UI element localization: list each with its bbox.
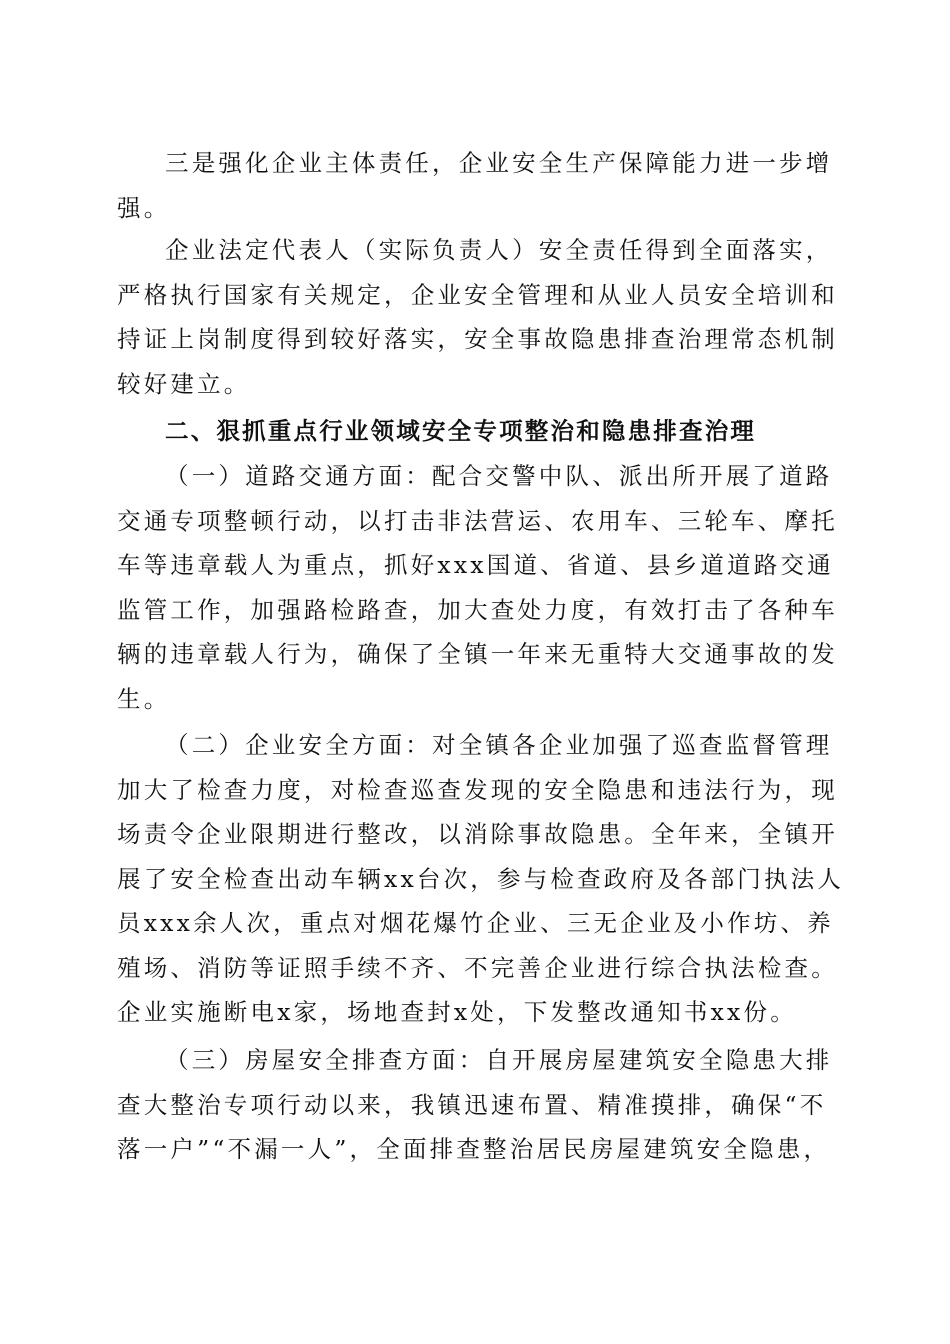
text-line: 员xxx余人次，重点对烟花爆竹企业、三无企业及小作坊、养	[117, 909, 834, 937]
text-line: 强。	[117, 193, 171, 222]
text-line: 企业法定代表人（实际负责人）安全责任得到全面落实，	[165, 236, 833, 264]
text-line: 生。	[117, 684, 171, 713]
text-line: （一）道路交通方面：配合交警中队、派出所开展了道路	[165, 462, 833, 490]
paragraph-enterprise-safety	[117, 723, 845, 1035]
text-line: （三）房屋安全排查方面：自开展房屋建筑安全隐患大排	[165, 1046, 833, 1074]
text-line: 交通专项整顿行动，以打击非法营运、农用车、三轮车、摩托	[117, 506, 838, 535]
text-line: 展了安全检查出动车辆xx台次，参与检查政府及各部门执法人	[117, 864, 845, 893]
paragraph-road-traffic	[117, 454, 838, 721]
paragraph-housing-safety	[117, 1038, 833, 1172]
text-line: 较好建立。	[117, 369, 251, 398]
text-line: 严格执行国家有关规定，企业安全管理和从业人员安全培训和	[117, 280, 838, 309]
text-line: 车等违章载人为重点，抓好xxx国道、省道、县乡道道路交通	[117, 551, 834, 579]
text-line: 监管工作，加强路检路查，加大查处力度，有效打击了各种车	[117, 595, 838, 624]
text-line: 查大整治专项行动以来，我镇迅速布置、精准摸排，确保“不	[117, 1090, 827, 1119]
text-line: 殖场、消防等证照手续不齐、不完善企业进行综合执法检查。	[117, 953, 838, 982]
text-line: 三是强化企业主体责任，企业安全生产保障能力进一步增	[165, 149, 833, 177]
text-line: 加大了检查力度，对检查巡查发现的安全隐患和违法行为，现	[117, 775, 838, 804]
text-line: 企业实施断电x家，场地查封x处，下发整改通知书xx份。	[117, 998, 797, 1026]
paragraph-legal-representative	[117, 228, 838, 406]
text-line: 场责令企业限期进行整改，以消除事故隐患。全年来，全镇开	[117, 820, 838, 848]
text-line: 持证上岗制度得到较好落实，安全事故隐患排查治理常态机制	[117, 325, 838, 353]
text-line: （二）企业安全方面：对全镇各企业加强了巡查监督管理	[165, 731, 833, 759]
section-heading	[117, 409, 833, 454]
heading-text: 二、狠抓重点行业领域安全专项整治和隐患排查治理	[165, 417, 757, 445]
text-line: 落一户”“不漏一人”，全面排查整治居民房屋建筑安全隐患，	[117, 1135, 831, 1163]
paragraph-enterprise-responsibility	[117, 141, 833, 230]
text-line: 辆的违章载人行为，确保了全镇一年来无重特大交通事故的发	[117, 640, 838, 668]
